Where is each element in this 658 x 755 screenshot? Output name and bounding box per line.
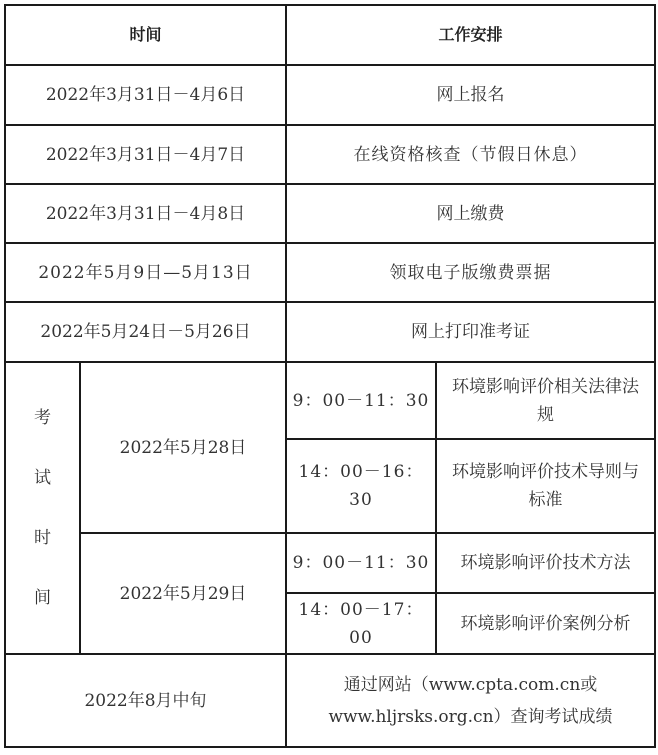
row-task: 网上打印准考证 bbox=[286, 302, 655, 362]
result-date: 2022年8月中旬 bbox=[5, 654, 286, 747]
row-date: 2022年3月31日－4月7日 bbox=[5, 125, 286, 184]
exam-subject: 环境影响评价案例分析 bbox=[436, 593, 655, 654]
table-row bbox=[5, 65, 655, 125]
row-task: 网上缴费 bbox=[286, 184, 655, 243]
exam-row bbox=[5, 362, 655, 439]
table-row bbox=[5, 125, 655, 184]
row-date: 2022年5月24日－5月26日 bbox=[5, 302, 286, 362]
table-header-row bbox=[5, 5, 655, 65]
exam-time-label: 考 试 时 间 bbox=[5, 362, 80, 654]
exam-date: 2022年5月29日 bbox=[80, 533, 286, 654]
header-work: 工作安排 bbox=[286, 5, 655, 65]
exam-session-time: 9：00－11：30 bbox=[286, 362, 436, 439]
result-info-line2: www.hljrsks.org.cn）查询考试成绩 bbox=[328, 706, 613, 727]
exam-subject: 环境影响评价技术导则与标准 bbox=[436, 439, 655, 533]
row-date: 2022年5月9日—5月13日 bbox=[5, 243, 286, 302]
exam-date: 2022年5月28日 bbox=[80, 362, 286, 533]
exam-subject: 环境影响评价相关法律法规 bbox=[436, 362, 655, 439]
table-row bbox=[5, 302, 655, 362]
row-task: 在线资格核查（节假日休息） bbox=[286, 125, 655, 184]
row-task: 领取电子版缴费票据 bbox=[286, 243, 655, 302]
table-row bbox=[5, 243, 655, 302]
table-row bbox=[5, 184, 655, 243]
result-info-line1: 通过网站（www.cpta.com.cn或 bbox=[343, 674, 598, 695]
result-row bbox=[5, 654, 655, 747]
exam-row bbox=[5, 533, 655, 593]
row-date: 2022年3月31日－4月6日 bbox=[5, 65, 286, 125]
exam-subject: 环境影响评价技术方法 bbox=[436, 533, 655, 593]
schedule-table bbox=[4, 4, 656, 748]
row-task: 网上报名 bbox=[286, 65, 655, 125]
exam-session-time: 14：00－17：00 bbox=[286, 593, 436, 654]
exam-session-time: 14：00－16：30 bbox=[286, 439, 436, 533]
result-info bbox=[286, 654, 655, 747]
header-time: 时间 bbox=[5, 5, 286, 65]
row-date: 2022年3月31日－4月8日 bbox=[5, 184, 286, 243]
exam-session-time: 9：00－11：30 bbox=[286, 533, 436, 593]
